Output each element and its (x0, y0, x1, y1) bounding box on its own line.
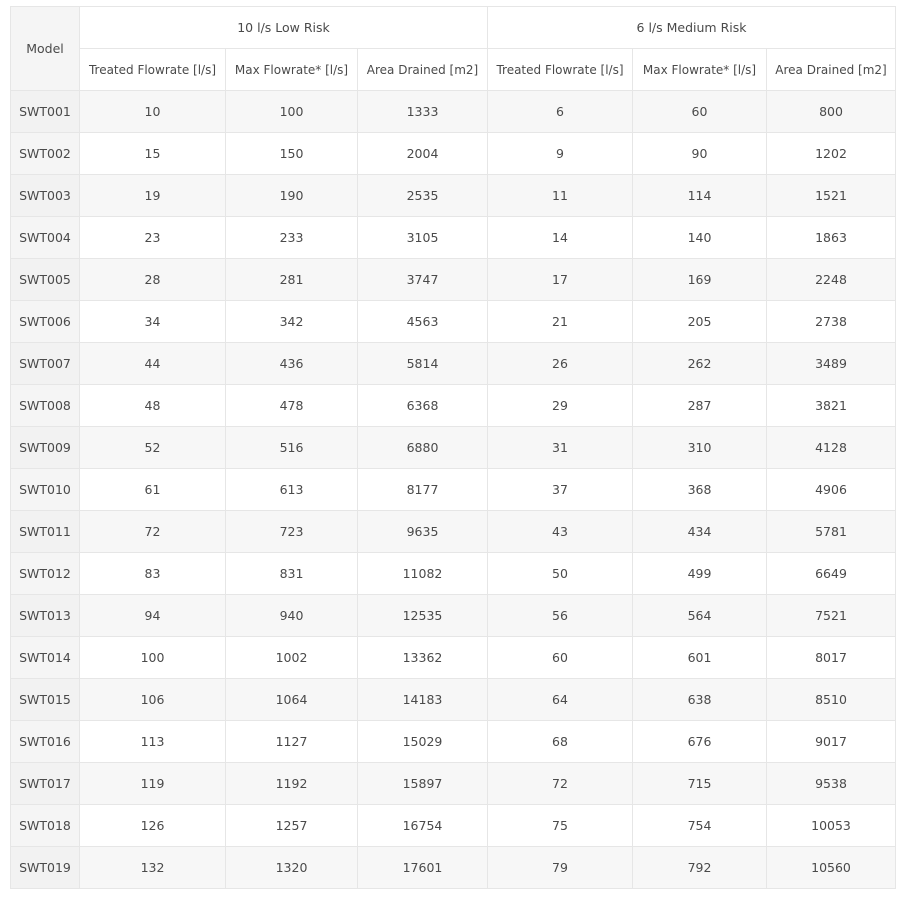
area-drained-low-cell: 14183 (358, 679, 488, 721)
area-drained-medium-cell: 8510 (767, 679, 896, 721)
model-cell: SWT004 (11, 217, 80, 259)
specification-table-container (10, 6, 895, 889)
table-row (11, 133, 896, 175)
area-drained-medium-cell: 2248 (767, 259, 896, 301)
table-row (11, 763, 896, 805)
model-cell: SWT003 (11, 175, 80, 217)
area-drained-medium-cell: 1521 (767, 175, 896, 217)
area-drained-low-cell: 9635 (358, 511, 488, 553)
model-cell: SWT015 (11, 679, 80, 721)
model-cell: SWT013 (11, 595, 80, 637)
area-drained-medium-cell: 4906 (767, 469, 896, 511)
max-flowrate-medium-cell: 676 (633, 721, 767, 763)
model-cell: SWT002 (11, 133, 80, 175)
table-body (11, 91, 896, 889)
treated-flowrate-medium-cell: 68 (488, 721, 633, 763)
table-row (11, 301, 896, 343)
treated-flowrate-medium-cell: 64 (488, 679, 633, 721)
table-row (11, 175, 896, 217)
model-cell: SWT017 (11, 763, 80, 805)
table-row (11, 847, 896, 889)
area-drained-low-cell: 3105 (358, 217, 488, 259)
max-flowrate-low-cell: 478 (226, 385, 358, 427)
treated-flowrate-medium-cell: 26 (488, 343, 633, 385)
treated-flowrate-low-cell: 15 (80, 133, 226, 175)
area-drained-low-cell: 8177 (358, 469, 488, 511)
table-row (11, 259, 896, 301)
area-drained-low-cell: 16754 (358, 805, 488, 847)
model-cell: SWT012 (11, 553, 80, 595)
max-flowrate-low-cell: 100 (226, 91, 358, 133)
treated-flowrate-low-cell: 61 (80, 469, 226, 511)
area-drained-medium-cell: 10560 (767, 847, 896, 889)
max-flowrate-low-cell: 150 (226, 133, 358, 175)
max-flowrate-medium-cell: 114 (633, 175, 767, 217)
model-cell: SWT019 (11, 847, 80, 889)
max-flowrate-low-cell: 1192 (226, 763, 358, 805)
max-flowrate-low-cell: 723 (226, 511, 358, 553)
max-flowrate-low-cell: 831 (226, 553, 358, 595)
table-row (11, 721, 896, 763)
model-cell: SWT010 (11, 469, 80, 511)
treated-flowrate-low-cell: 44 (80, 343, 226, 385)
area-drained-low-cell: 11082 (358, 553, 488, 595)
max-flowrate-low-cell: 436 (226, 343, 358, 385)
table-row (11, 511, 896, 553)
model-cell: SWT009 (11, 427, 80, 469)
treated-flowrate-medium-cell: 50 (488, 553, 633, 595)
model-cell: SWT006 (11, 301, 80, 343)
flowrate-specification-table (10, 6, 896, 889)
area-drained-low-cell: 15029 (358, 721, 488, 763)
area-drained-low-cell: 2535 (358, 175, 488, 217)
treated-flowrate-low-cell: 23 (80, 217, 226, 259)
treated-flowrate-low-cell: 132 (80, 847, 226, 889)
table-row (11, 385, 896, 427)
treated-flowrate-medium-cell: 37 (488, 469, 633, 511)
max-flowrate-medium-cell: 792 (633, 847, 767, 889)
table-row (11, 217, 896, 259)
group-header-medium-risk: 6 l/s Medium Risk (488, 7, 896, 49)
area-drained-low-cell: 5814 (358, 343, 488, 385)
treated-flowrate-medium-cell: 21 (488, 301, 633, 343)
max-flowrate-low-cell: 1257 (226, 805, 358, 847)
treated-flowrate-low-cell: 100 (80, 637, 226, 679)
max-flowrate-medium-cell: 60 (633, 91, 767, 133)
area-drained-medium-cell: 8017 (767, 637, 896, 679)
area-drained-medium-cell: 5781 (767, 511, 896, 553)
area-drained-medium-cell: 1202 (767, 133, 896, 175)
treated-flowrate-medium-cell: 9 (488, 133, 633, 175)
treated-flowrate-medium-cell: 56 (488, 595, 633, 637)
area-drained-medium-cell: 1863 (767, 217, 896, 259)
area-drained-medium-cell: 6649 (767, 553, 896, 595)
model-cell: SWT018 (11, 805, 80, 847)
model-cell: SWT008 (11, 385, 80, 427)
treated-flowrate-low-cell: 48 (80, 385, 226, 427)
max-flowrate-medium-cell: 287 (633, 385, 767, 427)
treated-flowrate-medium-cell: 31 (488, 427, 633, 469)
max-flowrate-medium-cell: 262 (633, 343, 767, 385)
max-flowrate-medium-cell: 601 (633, 637, 767, 679)
table-row (11, 595, 896, 637)
area-drained-low-cell: 13362 (358, 637, 488, 679)
treated-flowrate-low-cell: 28 (80, 259, 226, 301)
max-flowrate-low-cell: 233 (226, 217, 358, 259)
table-row (11, 427, 896, 469)
treated-flowrate-medium-cell: 29 (488, 385, 633, 427)
area-drained-medium-cell: 9017 (767, 721, 896, 763)
area-drained-low-cell: 3747 (358, 259, 488, 301)
max-flowrate-medium-cell: 90 (633, 133, 767, 175)
model-cell: SWT011 (11, 511, 80, 553)
treated-flowrate-low-cell: 34 (80, 301, 226, 343)
max-flowrate-medium-cell: 368 (633, 469, 767, 511)
column-header-area-drained-low: Area Drained [m2] (358, 49, 488, 91)
area-drained-low-cell: 2004 (358, 133, 488, 175)
table-header (11, 7, 896, 91)
treated-flowrate-medium-cell: 79 (488, 847, 633, 889)
area-drained-low-cell: 4563 (358, 301, 488, 343)
treated-flowrate-low-cell: 83 (80, 553, 226, 595)
area-drained-medium-cell: 4128 (767, 427, 896, 469)
max-flowrate-low-cell: 1064 (226, 679, 358, 721)
area-drained-low-cell: 6880 (358, 427, 488, 469)
model-cell: SWT016 (11, 721, 80, 763)
model-cell: SWT001 (11, 91, 80, 133)
area-drained-medium-cell: 7521 (767, 595, 896, 637)
treated-flowrate-low-cell: 106 (80, 679, 226, 721)
table-row (11, 553, 896, 595)
table-row (11, 91, 896, 133)
area-drained-low-cell: 12535 (358, 595, 488, 637)
area-drained-medium-cell: 3821 (767, 385, 896, 427)
treated-flowrate-low-cell: 10 (80, 91, 226, 133)
model-cell: SWT005 (11, 259, 80, 301)
max-flowrate-low-cell: 190 (226, 175, 358, 217)
column-header-treated-flowrate-low: Treated Flowrate [l/s] (80, 49, 226, 91)
max-flowrate-low-cell: 1320 (226, 847, 358, 889)
column-header-max-flowrate-medium: Max Flowrate* [l/s] (633, 49, 767, 91)
table-row (11, 679, 896, 721)
treated-flowrate-low-cell: 19 (80, 175, 226, 217)
area-drained-low-cell: 6368 (358, 385, 488, 427)
treated-flowrate-medium-cell: 43 (488, 511, 633, 553)
treated-flowrate-medium-cell: 17 (488, 259, 633, 301)
column-header-row (11, 49, 896, 91)
max-flowrate-medium-cell: 169 (633, 259, 767, 301)
area-drained-medium-cell: 800 (767, 91, 896, 133)
treated-flowrate-medium-cell: 11 (488, 175, 633, 217)
area-drained-low-cell: 1333 (358, 91, 488, 133)
column-header-max-flowrate-low: Max Flowrate* [l/s] (226, 49, 358, 91)
max-flowrate-medium-cell: 310 (633, 427, 767, 469)
column-header-treated-flowrate-medium: Treated Flowrate [l/s] (488, 49, 633, 91)
group-header-row (11, 7, 896, 49)
treated-flowrate-medium-cell: 6 (488, 91, 633, 133)
treated-flowrate-low-cell: 119 (80, 763, 226, 805)
max-flowrate-low-cell: 516 (226, 427, 358, 469)
treated-flowrate-low-cell: 72 (80, 511, 226, 553)
treated-flowrate-medium-cell: 14 (488, 217, 633, 259)
max-flowrate-low-cell: 1127 (226, 721, 358, 763)
max-flowrate-medium-cell: 754 (633, 805, 767, 847)
area-drained-medium-cell: 10053 (767, 805, 896, 847)
max-flowrate-low-cell: 342 (226, 301, 358, 343)
max-flowrate-medium-cell: 205 (633, 301, 767, 343)
treated-flowrate-low-cell: 126 (80, 805, 226, 847)
area-drained-medium-cell: 3489 (767, 343, 896, 385)
max-flowrate-low-cell: 613 (226, 469, 358, 511)
area-drained-medium-cell: 9538 (767, 763, 896, 805)
area-drained-low-cell: 15897 (358, 763, 488, 805)
max-flowrate-medium-cell: 564 (633, 595, 767, 637)
table-row (11, 637, 896, 679)
max-flowrate-medium-cell: 140 (633, 217, 767, 259)
table-row (11, 469, 896, 511)
model-column-header: Model (11, 7, 80, 91)
model-cell: SWT007 (11, 343, 80, 385)
table-row (11, 805, 896, 847)
treated-flowrate-medium-cell: 75 (488, 805, 633, 847)
max-flowrate-medium-cell: 638 (633, 679, 767, 721)
treated-flowrate-low-cell: 94 (80, 595, 226, 637)
area-drained-medium-cell: 2738 (767, 301, 896, 343)
max-flowrate-medium-cell: 715 (633, 763, 767, 805)
model-cell: SWT014 (11, 637, 80, 679)
treated-flowrate-low-cell: 52 (80, 427, 226, 469)
group-header-low-risk: 10 l/s Low Risk (80, 7, 488, 49)
treated-flowrate-low-cell: 113 (80, 721, 226, 763)
max-flowrate-medium-cell: 499 (633, 553, 767, 595)
treated-flowrate-medium-cell: 60 (488, 637, 633, 679)
area-drained-low-cell: 17601 (358, 847, 488, 889)
treated-flowrate-medium-cell: 72 (488, 763, 633, 805)
max-flowrate-medium-cell: 434 (633, 511, 767, 553)
table-row (11, 343, 896, 385)
column-header-area-drained-medium: Area Drained [m2] (767, 49, 896, 91)
max-flowrate-low-cell: 940 (226, 595, 358, 637)
max-flowrate-low-cell: 1002 (226, 637, 358, 679)
max-flowrate-low-cell: 281 (226, 259, 358, 301)
